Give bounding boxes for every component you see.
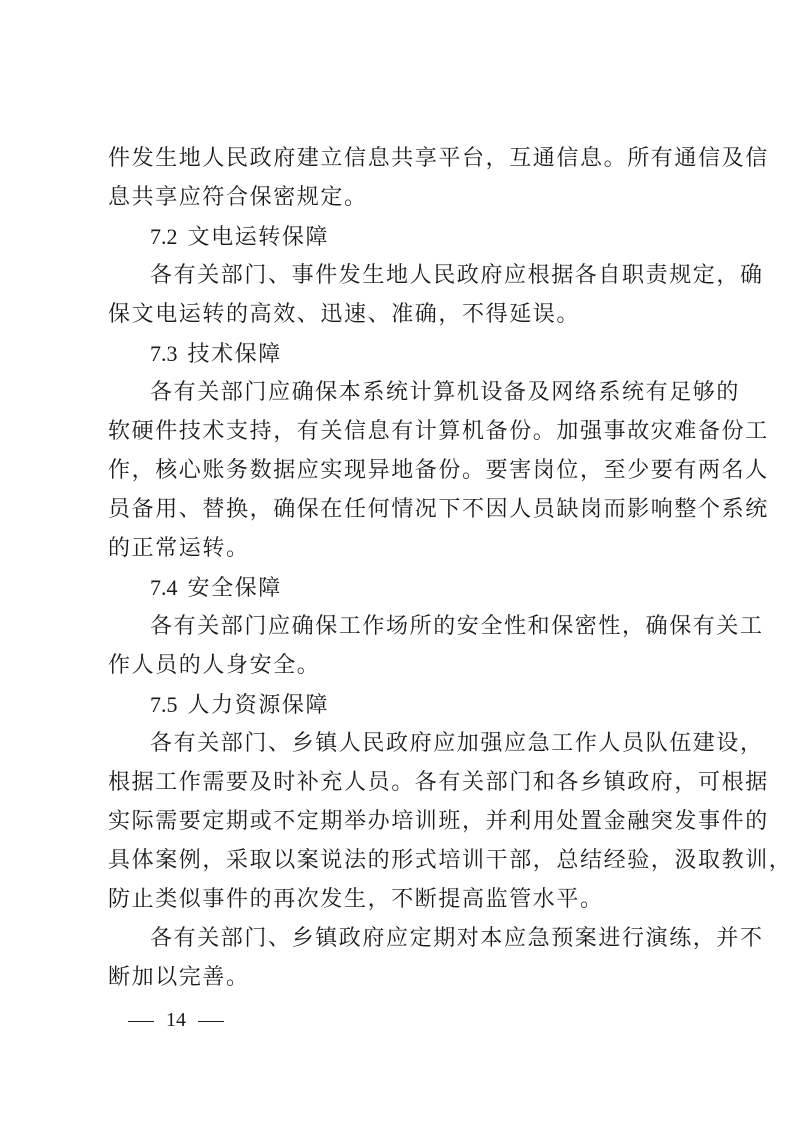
paragraph-line: 保文电运转的高效、迅速、准确，不得延误。 <box>108 302 581 327</box>
paragraph-line: 各有关部门应确保本系统计算机设备及网络系统有足够的 <box>150 380 741 405</box>
dash-right <box>198 1021 224 1022</box>
paragraph-line: 作人员的人身安全。 <box>108 653 321 678</box>
paragraph-line: 息共享应符合保密规定。 <box>108 185 368 210</box>
page-footer <box>128 1005 224 1035</box>
paragraph-line: 各有关部门应确保工作场所的安全性和保密性，确保有关工 <box>150 614 764 639</box>
paragraph-line: 的正常运转。 <box>108 536 250 561</box>
paragraph-line: 实际需要定期或不定期举办培训班，并利用处置金融突发事件的 <box>108 809 769 834</box>
paragraph-line: 断加以完善。 <box>108 965 250 990</box>
paragraph-line: 软硬件技术支持，有关信息有计算机备份。加强事故灾难备份工 <box>108 419 769 444</box>
dash-left <box>128 1021 154 1022</box>
section-number: 7.5 <box>150 692 178 717</box>
paragraph-line: 各有关部门、乡镇政府应定期对本应急预案进行演练，并不 <box>150 926 764 951</box>
paragraph-line: 各有关部门、乡镇人民政府应加强应急工作人员队伍建设， <box>150 731 764 756</box>
page-number: 14 <box>166 1009 186 1031</box>
paragraph-line: 根据工作需要及时补充人员。各有关部门和各乡镇政府，可根据 <box>108 770 769 795</box>
section-number: 7.2 <box>150 224 178 249</box>
paragraph-line: 防止类似事件的再次发生，不断提高监管水平。 <box>108 887 604 912</box>
section-heading-7-4 <box>150 571 550 605</box>
section-number: 7.4 <box>150 575 178 600</box>
section-title: 文电运转保障 <box>187 225 330 250</box>
paragraph-line: 作，核心账务数据应实现异地备份。要害岗位，至少要有两名人 <box>108 458 769 483</box>
section-title: 技术保障 <box>187 342 282 367</box>
paragraph-line: 员备用、替换，确保在任何情况下不因人员缺岗而影响整个系统 <box>108 497 769 522</box>
section-heading-7-5 <box>150 688 550 722</box>
section-title: 安全保障 <box>187 576 282 601</box>
paragraph-line: 具体案例，采取以案说法的形式培训干部，总结经验，汲取教训， <box>108 848 793 873</box>
paragraph-line: 各有关部门、事件发生地人民政府应根据各自职责规定，确 <box>150 263 764 288</box>
section-number: 7.3 <box>150 341 178 366</box>
section-heading-7-2 <box>150 220 550 254</box>
section-title: 人力资源保障 <box>187 693 330 718</box>
section-heading-7-3 <box>150 337 550 371</box>
paragraph-line: 件发生地人民政府建立信息共享平台，互通信息。所有通信及信 <box>108 146 769 171</box>
